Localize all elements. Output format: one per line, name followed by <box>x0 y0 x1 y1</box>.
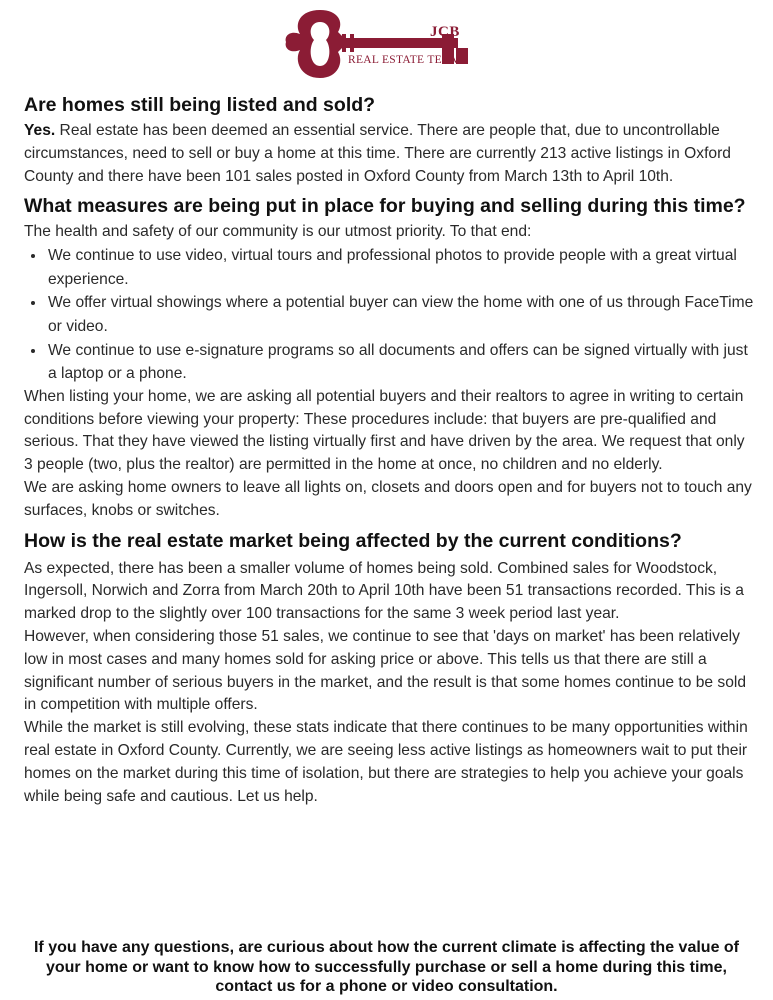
brand-initials: JCB <box>430 24 460 40</box>
listing-procedures-paragraph: When listing your home, we are asking all potential buyers and their realtors to agree in writing to certain conditions before viewing your property: These procedures include: that buyers are pre-qualified and serious. That they have viewed the listing virtually first and have driven by the area. We request that only 3 people (two, plus the realtor) are permitted in the home at once, no children and no elderly. <box>24 387 745 474</box>
list-item: • We continue to use e-signature programs so all documents and offers can be signed virtually with just a laptop or a phone. <box>46 339 754 386</box>
key-icon <box>282 8 472 80</box>
faq-content <box>24 92 754 808</box>
days-on-market-paragraph: However, when considering those 51 sales, we continue to see that 'days on market' has been relatively low in most cases and many homes sold for asking price or above. This tells us that there are still a significant number of serious buyers in the market, and the result is that some homes continue to be sold in competition with multiple offers. <box>24 627 747 714</box>
list-item: • We offer virtual showings where a potential buyer can view the home with one of us through FaceTime or video. <box>46 291 754 338</box>
market-volume-paragraph: As expected, there has been a smaller volume of homes being sold. Combined sales for Woodstock, Ingersoll, Norwich and Zorra from March 20th to April 10th have been 51 transactions recorded. This is a marked drop to the slightly over 100 transactions for the same 3 week period last year. <box>24 559 744 623</box>
list-item: • We continue to use video, virtual tours and professional photos to provide people with a great virtual experience. <box>46 244 754 291</box>
contact-call-to-action: If you have any questions, are curious about how the current climate is affecting the value of your home or want to know how to successfully purchase or sell a home during this time, contact us for a phone or video consultation. <box>33 939 740 995</box>
heading-homes-listed: Are homes still being listed and sold? <box>24 94 376 116</box>
safety-intro: The health and safety of our community is our utmost priority. To that end: <box>24 223 532 241</box>
measures-list <box>24 244 754 386</box>
market-outlook-paragraph: While the market is still evolving, these stats indicate that there continues to be many opportunities within real estate in Oxford County. Currently, we are seeing less active listings as homeowners wait to put their homes on the market during this time of isolation, but there are strategies to help you achieve your goals while being safe and cautious. Let us help. <box>24 719 748 805</box>
heading-safety-measures: What measures are being put in place for buying and selling during this time? <box>24 195 746 218</box>
brand-team-name: REAL ESTATE TEAM <box>348 54 462 66</box>
home-owner-request-paragraph: We are asking home owners to leave all lights on, closets and doors open and for buyers not to touch any surfaces, knobs or switches. <box>24 478 752 519</box>
answer-lead: Yes. <box>24 122 56 139</box>
answer-body: Real estate has been deemed an essential service. There are people that, due to uncontrollable circumstances, need to sell or buy a home at this time. There are currently 213 active listings in Oxford County and there have been 101 sales posted in Oxford County from March 13th to April 10th. <box>24 122 731 185</box>
brand-logo <box>282 8 472 80</box>
heading-market-impact: How is the real estate market being affected by the current conditions? <box>24 529 682 552</box>
answer-homes-listed <box>24 120 754 188</box>
